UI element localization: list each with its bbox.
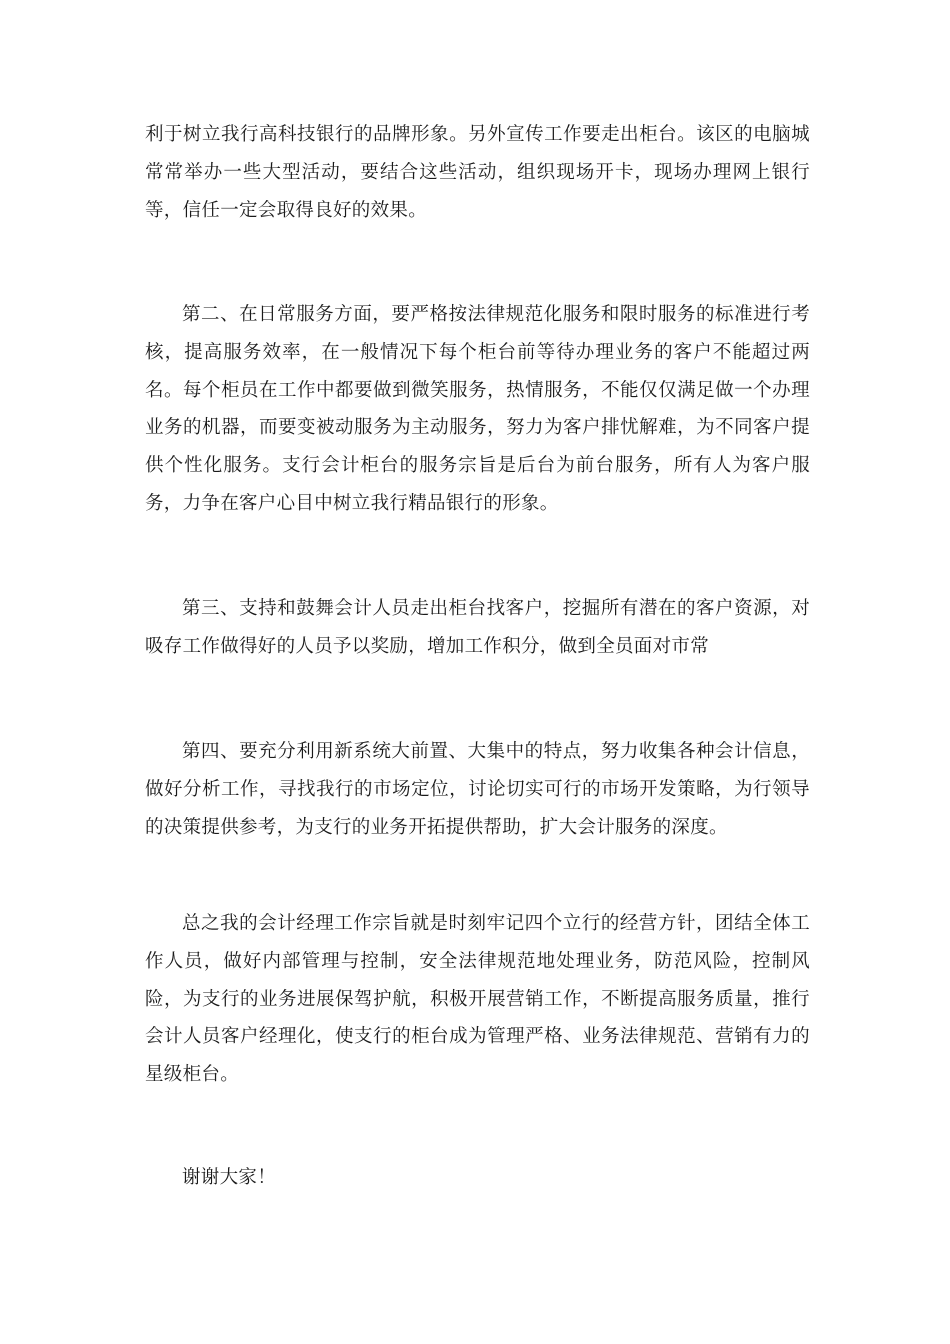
- paragraph-new-system: 第四、要充分利用新系统大前置、大集中的特点，努力收集各种会计信息，做好分析工作，寻找我行的市场定位，讨论切实可行的市场开发策略，为行领导的决策提供参考，为支行的业务开拓提供帮助，扩大会计服务的深度。: [145, 741, 810, 838]
- paragraph-find-customers: 第三、支持和鼓舞会计人员走出柜台找客户，挖掘所有潜在的客户资源，对吸存工作做得好的人员予以奖励，增加工作积分，做到全员面对市常: [145, 598, 810, 657]
- paragraph-summary: 总之我的会计经理工作宗旨就是时刻牢记四个立行的经营方针，团结全体工作人员，做好内部管理与控制，安全法律规范地处理业务，防范风险，控制风险，为支行的业务进展保驾护航，积极开展营销工作，不断提高服务质量，推行会计人员客户经理化，使支行的柜台成为管理严格、业务法律规范、营销有力的星级柜台。: [145, 913, 810, 1086]
- paragraph-daily-service: 第二、在日常服务方面，要严格按法律规范化服务和限时服务的标准进行考核，提高服务效率，在一般情况下每个柜台前等待办理业务的客户不能超过两名。每个柜员在工作中都要做到微笑服务，热情服务，不能仅仅满足做一个办理业务的机器，而要变被动服务为主动服务，努力为客户排忧解难，为不同客户提供个性化服务。支行会计柜台的服务宗旨是后台为前台服务，所有人为客户服务，力争在客户心目中树立我行精品银行的形象。: [145, 304, 810, 514]
- paragraph-brand-image: 利于树立我行高科技银行的品牌形象。另外宣传工作要走出柜台。该区的电脑城常常举办一些大型活动，要结合这些活动，组织现场开卡，现场办理网上银行等，信任一定会取得良好的效果。: [145, 124, 810, 221]
- paragraph-thanks: 谢谢大家！: [182, 1167, 277, 1188]
